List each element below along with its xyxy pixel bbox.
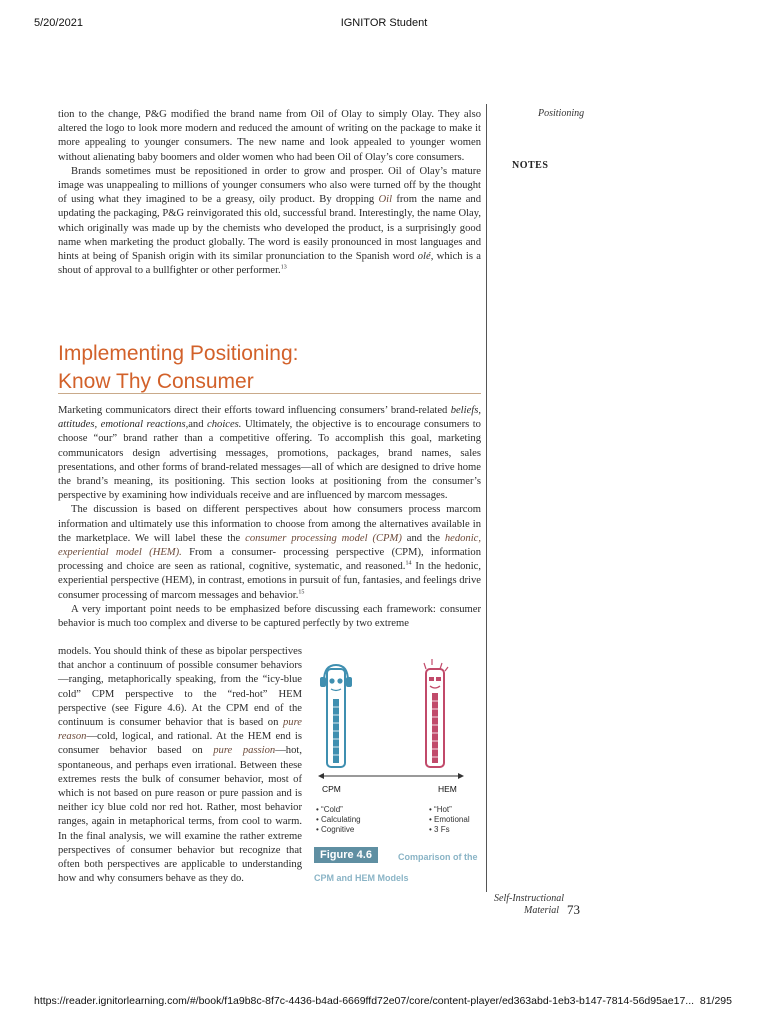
- paragraph-bipolar: [58, 645, 302, 886]
- footer-self-instructional: Self-Instructional: [494, 893, 564, 904]
- italic-hem: hedonic, experiential model (HEM).: [58, 532, 482, 559]
- cpm-thermometer-icon: [320, 665, 352, 767]
- paragraph-marketing-communicators: [58, 404, 481, 503]
- paragraph-olay-logo: tion to the change, P&G modified the brand name from Oil of Olay to simply Olay. They also altered the logo to look more modern and reduced the amount of writing on the package to make it more appealing to younger consumers. The new name and look appealed to younger women without alienating baby boomers and older women who had been Oil of Olay’s core consumers.: [58, 109, 481, 163]
- running-head: Positioning: [538, 108, 585, 119]
- text: and the: [401, 532, 445, 544]
- browser-url[interactable]: https://reader.ignitorlearning.com/#/book/f1a9b8c-8f7c-4436-b4ad-6669ffd72e07/core/content-player/ed363abd-1eb3-b147-7814-56d95ae17...: [34, 995, 695, 1007]
- text: The discussion is based on different perspectives about how consumers process marcom information and ultimately use this information to choose from among the alternatives available in the marketplace. We will label these the: [58, 504, 481, 544]
- heading-underline: [58, 393, 481, 394]
- italic-pure-reason: pure reason: [58, 717, 302, 743]
- figure-number-badge: Figure 4.6: [314, 847, 378, 863]
- continuum-arrow: [318, 773, 464, 779]
- text: from the name and updating the packaging, P&G reinvigorated this old, successful brand. Interestingly, the name Olay, which originally was made up by the chemists who developed the product, is a surprisingly good name when marketing the product globally. The word is easily pronounced in most languages and hints at being of Spanish origin with its similar pronunciation to the Spanish word: [58, 194, 481, 263]
- paragraph-reposition: [58, 165, 481, 279]
- text: and: [188, 419, 208, 431]
- margin-divider: [486, 104, 487, 892]
- hem-trait: • “Hot”: [429, 805, 452, 814]
- cpm-label: CPM: [322, 784, 341, 794]
- figure-caption-line-2: CPM and HEM Models: [314, 873, 409, 883]
- body-block-middle: [58, 404, 481, 631]
- italic-oil: Oil: [378, 194, 393, 206]
- cpm-trait: • Cognitive: [316, 825, 355, 834]
- figure-caption-line-1: Comparison of the: [398, 852, 478, 862]
- text: In the hedonic, experiential perspective (HEM), in contrast, emotions in pursuit of fun, fantasies, and feelings drive consumer processing of marcom messages and behavior.: [58, 561, 481, 601]
- cpm-traits: [316, 805, 361, 835]
- italic-cpm: consumer processing model (CPM): [245, 532, 402, 544]
- paragraph-cpm-hem: [58, 503, 481, 602]
- paragraph-important-point: A very important point needs to be emphasized before discussing each framework: consumer behavior is much too complex and diverse to be captured perfectly by two extreme: [58, 603, 481, 630]
- text: models. You should think of these as bipolar perspectives that anchor a continuum of possible consumer behaviors—ranging, metaphorically speaking, from the “icy-blue cold” CPM perspective to the “red-hot” HEM perspective (see Figure 4.6). At the CPM end of the continuum is consumer behavior that is based on: [58, 646, 302, 729]
- italic-pure-passion: pure passion: [213, 745, 276, 757]
- text: From a consumer- processing perspective (CPM), information processing and choice are seen as rational, cognitive, systematic, and reasoned.: [58, 547, 482, 573]
- cpm-trait: • “Cold”: [316, 805, 343, 814]
- hem-label: HEM: [438, 784, 457, 794]
- text: Brands sometimes must be repositioned in order to grow and prosper. Oil of Olay’s mature image was unappealing to millions of younger consumers who also were turned off by the thought of using what they imagined to be a greasy, oily product. By dropping: [58, 165, 481, 206]
- notes-label: NOTES: [512, 160, 549, 171]
- text: Marketing communicators direct their efforts toward influencing consumers’ brand-related: [58, 405, 451, 416]
- hem-thermometer-icon: [424, 659, 448, 767]
- italic-ole: olé,: [417, 251, 434, 263]
- heading-line-2: Know Thy Consumer: [58, 370, 254, 393]
- footnote-ref: 14: [405, 560, 412, 567]
- hem-trait: • 3 Fs: [429, 825, 450, 834]
- footer-material: Material: [524, 905, 559, 916]
- cpm-trait: • Calculating: [316, 815, 361, 824]
- body-block-top: [58, 108, 481, 278]
- italic-choices: choices.: [207, 419, 242, 431]
- section-heading: [58, 340, 481, 396]
- italic-beliefs: beliefs, attitudes, emotional reactions,: [58, 405, 481, 431]
- text: which is a shout of approval to a bullfighter or other performer.: [58, 251, 482, 277]
- hem-trait: • Emotional: [429, 815, 470, 824]
- heading-line-1: Implementing Positioning:: [58, 342, 299, 365]
- browser-date: 5/20/2021: [34, 17, 83, 29]
- book-page-number: 73: [567, 902, 580, 917]
- thermometer-illustration: [312, 655, 484, 785]
- hem-traits: [429, 805, 470, 835]
- text: Ultimately, the objective is to encourage consumers to choose “our” brand rather than a competitive offering. To accomplish this goal, marketing communicators design advertising messages, promotions, packages, brand names, sales presentations, and other forms of brand-related messages—all of which are designed to drive home the brand’s meaning, its positioning. This section looks at positioning from the consumer’s perspective by examining how individuals receive and are influenced by marcom messages.: [58, 419, 481, 502]
- body-block-wrapped: [58, 645, 302, 886]
- text: —hot, spontaneous, and perhaps even irrational. Between these extremes rests the bulk of consumer behavior, most of which is not based on pure reason or pure passion and is neither icy blue cold nor red hot. Rather, most behavior ranges, again in metaphorical terms, from cool to warm. In the final analysis, we will examine the rather extreme perspectives of consumer behavior but recognize that often both perspectives are applicable to understanding how and why consumers behave as they do.: [58, 745, 302, 885]
- footnote-ref: 13: [280, 264, 287, 271]
- browser-page-counter: 81/295: [699, 995, 732, 1007]
- browser-page-title: IGNITOR Student: [340, 17, 428, 29]
- text: —cold, logical, and rational. At the HEM end is consumer behavior based on: [58, 731, 302, 757]
- figure-cpm-hem: [312, 655, 484, 890]
- footnote-ref: 15: [298, 589, 305, 596]
